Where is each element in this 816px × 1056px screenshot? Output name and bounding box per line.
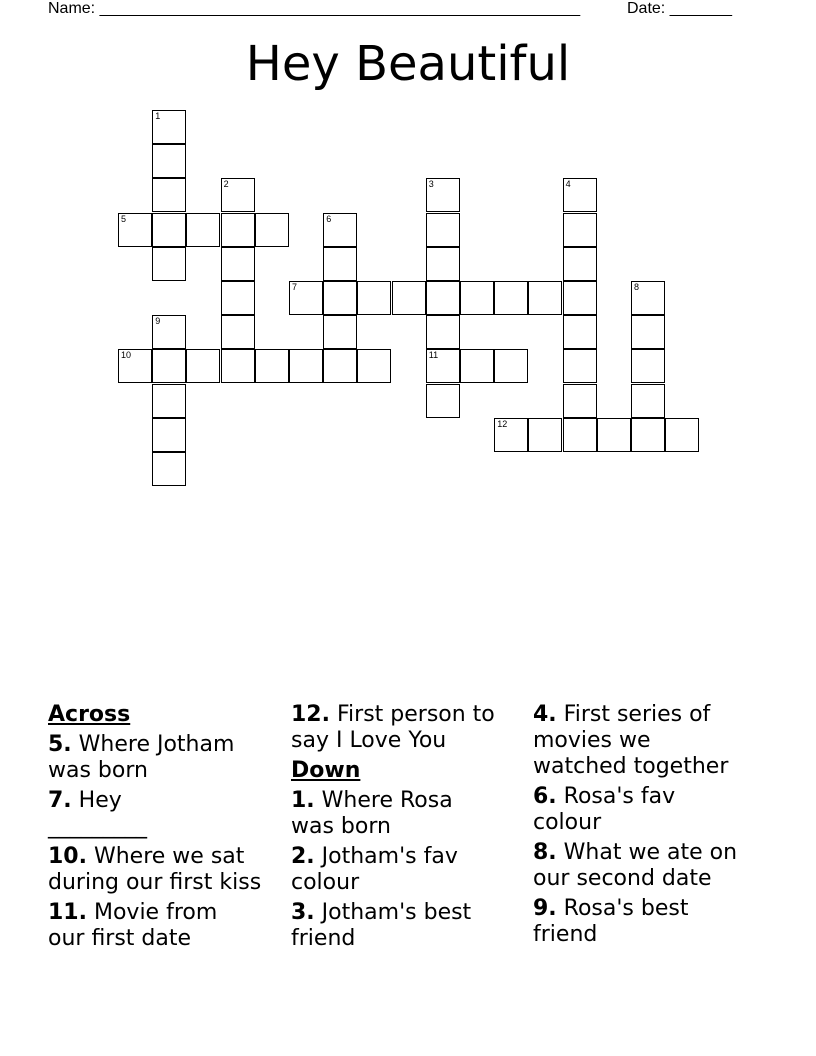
clue-across-10 xyxy=(48,844,288,896)
grid-cell[interactable] xyxy=(563,281,597,315)
grid-cell[interactable] xyxy=(494,281,528,315)
grid-cell[interactable] xyxy=(631,349,665,383)
grid-cell[interactable] xyxy=(255,213,289,247)
grid-cell[interactable] xyxy=(152,213,186,247)
cell-number: 5 xyxy=(121,213,127,224)
clue-text: Jotham's best friend xyxy=(291,900,472,951)
clue-number: 3. xyxy=(291,900,315,925)
grid-cell-4[interactable] xyxy=(563,178,597,212)
clue-down-6 xyxy=(533,784,713,836)
grid-cell[interactable] xyxy=(460,281,494,315)
grid-cell[interactable] xyxy=(221,213,255,247)
clue-number: 2. xyxy=(291,844,315,869)
clue-number: 7. xyxy=(48,788,72,813)
grid-cell-10[interactable] xyxy=(118,349,152,383)
cell-number: 7 xyxy=(292,282,298,292)
clue-text: Jotham's fav colour xyxy=(291,844,458,895)
grid-cell[interactable] xyxy=(426,315,460,349)
clue-down-8 xyxy=(533,840,768,892)
name-field: Name: ______________________________________________________ xyxy=(48,0,581,17)
clue-text: First person to say I Love You xyxy=(291,702,495,753)
grid-cell[interactable] xyxy=(323,349,357,383)
cell-number: 9 xyxy=(155,316,161,327)
clue-text: Where we sat during our first kiss xyxy=(48,844,262,895)
grid-cell[interactable] xyxy=(152,178,186,212)
grid-cell[interactable] xyxy=(494,349,528,383)
grid-cell[interactable] xyxy=(563,213,597,247)
grid-cell[interactable] xyxy=(152,418,186,452)
grid-cell[interactable] xyxy=(597,418,631,452)
grid-cell[interactable] xyxy=(528,281,562,315)
grid-cell-8[interactable] xyxy=(631,281,665,315)
grid-cell-12[interactable] xyxy=(494,418,528,452)
grid-cell[interactable] xyxy=(528,418,562,452)
grid-cell-9[interactable] xyxy=(152,315,186,349)
clue-text: What we ate on our second date xyxy=(533,840,738,891)
grid-cell[interactable] xyxy=(323,247,357,281)
across-heading: Across xyxy=(48,702,131,727)
clue-number: 10. xyxy=(48,844,87,869)
grid-cell[interactable] xyxy=(289,349,323,383)
grid-cell[interactable] xyxy=(221,281,255,315)
clue-text: Where Jotham was born xyxy=(48,732,235,783)
clue-number: 9. xyxy=(533,896,557,921)
clue-across-11 xyxy=(48,900,248,952)
grid-cell[interactable] xyxy=(255,349,289,383)
clue-down-9 xyxy=(533,896,713,948)
grid-cell-11[interactable] xyxy=(426,349,460,383)
grid-cell[interactable] xyxy=(631,418,665,452)
clues-column-2 xyxy=(291,702,501,952)
grid-cell[interactable] xyxy=(221,349,255,383)
puzzle-title: Hey Beautiful xyxy=(245,36,571,92)
clue-down-4 xyxy=(533,702,748,780)
clue-across-5 xyxy=(48,732,258,784)
cell-number: 8 xyxy=(634,282,640,292)
cell-number: 3 xyxy=(428,179,434,190)
grid-cell-7[interactable] xyxy=(289,281,323,315)
cell-number: 10 xyxy=(121,350,132,361)
clue-number: 11. xyxy=(48,900,87,925)
grid-cell[interactable] xyxy=(323,315,357,349)
grid-cell[interactable] xyxy=(221,315,255,349)
clues-column-3 xyxy=(533,702,768,948)
grid-cell[interactable] xyxy=(392,281,426,315)
grid-cell-2[interactable] xyxy=(221,178,255,212)
clue-number: 12. xyxy=(291,702,330,727)
grid-cell[interactable] xyxy=(357,349,391,383)
cell-number: 1 xyxy=(155,111,161,121)
grid-cell[interactable] xyxy=(563,349,597,383)
clue-text: First series of movies we watched together xyxy=(533,702,729,779)
down-heading: Down xyxy=(291,758,361,783)
grid-cell[interactable] xyxy=(152,144,186,178)
clue-number: 5. xyxy=(48,732,72,757)
cell-number: 11 xyxy=(428,350,439,361)
grid-cell[interactable] xyxy=(426,384,460,418)
clue-down-2 xyxy=(291,844,481,896)
grid-cell[interactable] xyxy=(186,349,220,383)
grid-cell[interactable] xyxy=(152,452,186,486)
grid-cell[interactable] xyxy=(563,384,597,418)
grid-cell[interactable] xyxy=(221,247,255,281)
grid-cell[interactable] xyxy=(323,281,357,315)
clue-text: Rosa's best friend xyxy=(533,896,689,947)
clue-text: Movie from our first date xyxy=(48,900,218,951)
clue-text: Hey _________ xyxy=(48,788,147,839)
clue-number: 8. xyxy=(533,840,557,865)
grid-cell-6[interactable] xyxy=(323,213,357,247)
grid-cell[interactable] xyxy=(357,281,391,315)
clue-across-12 xyxy=(291,702,501,754)
clue-across-7 xyxy=(48,788,178,840)
date-field: Date: _______ xyxy=(627,0,732,17)
clue-text: Rosa's fav colour xyxy=(533,784,676,835)
cell-number: 6 xyxy=(326,213,332,224)
grid-cell[interactable] xyxy=(563,418,597,452)
cell-number: 2 xyxy=(223,179,229,190)
grid-cell[interactable] xyxy=(152,349,186,383)
grid-cell[interactable] xyxy=(152,384,186,418)
grid-cell-1[interactable] xyxy=(152,110,186,144)
cell-number: 12 xyxy=(497,418,508,429)
clue-down-3 xyxy=(291,900,491,952)
grid-cell[interactable] xyxy=(426,281,460,315)
grid-cell[interactable] xyxy=(665,418,699,452)
grid-cell[interactable] xyxy=(426,213,460,247)
grid-cell[interactable] xyxy=(426,247,460,281)
grid-cell[interactable] xyxy=(563,247,597,281)
grid-cell[interactable] xyxy=(152,247,186,281)
grid-cell[interactable] xyxy=(460,349,494,383)
grid-cell[interactable] xyxy=(631,315,665,349)
clue-number: 1. xyxy=(291,788,315,813)
clue-down-1 xyxy=(291,788,471,840)
clues-column-1 xyxy=(48,702,288,952)
grid-cell[interactable] xyxy=(563,315,597,349)
grid-cell[interactable] xyxy=(631,384,665,418)
clue-number: 6. xyxy=(533,784,557,809)
clue-number: 4. xyxy=(533,702,557,727)
cell-number: 4 xyxy=(565,179,571,190)
grid-cell-3[interactable] xyxy=(426,178,460,212)
grid-cell[interactable] xyxy=(186,213,220,247)
clue-text: Where Rosa was born xyxy=(291,788,453,839)
grid-cell-5[interactable] xyxy=(118,213,152,247)
